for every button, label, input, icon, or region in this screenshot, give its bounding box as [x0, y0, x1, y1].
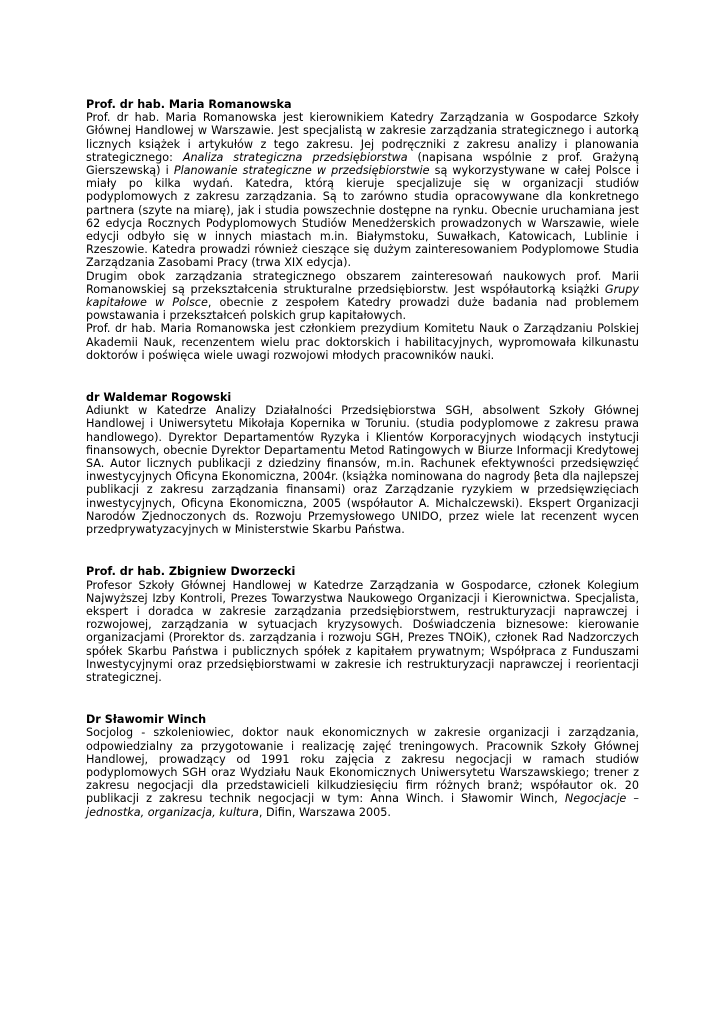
- bio-paragraph: [86, 322, 639, 362]
- paragraph-text: Prof. dr hab. Maria Romanowska jest kierownikiem Katedry Zarządzania w Gospodarce Szkoły Głównej Handlowej w Warszawie. Jest specjalistą w zakresie zarządzania strategicznego i autorką licznych książek i artykułów z tego zakresu. Jej podręczniki z zakresu analizy i planowania strategicznego:: [86, 111, 639, 164]
- paragraph-text: Adiunkt w Katedrze Analizy Działalności Przedsiębiorstwa SGH, absolwent Szkoły Głównej Handlowej i Uniwersytetu Mikołaja Kopernika w Toruniu. (studia podyplomowe z zakresu prawa handlowego). Dyrektor Departamentów Ryzyka i Klientów Korporacyjnych wiodących instytucji finansowych, obecnie Dyrektor Departamentu Metod Ratingowych w Biurze Informacji Kredytowej SA. Autor licznych publikacji z dziedziny finansów, m.in. Rachunek efektywności przedsięwzięć inwestycyjnych Oficyna Ekonomiczna, 2004r. (książka nominowana do nagrody βeta dla najlepszej publikacji z zakresu zarządzania finansami) oraz Zarządzanie ryzykiem w przedsięwzięciach inwestycyjnych, Oficyna Ekonomiczna, 2005 (współautor A. Michalczewski). Ekspert Organizacji Narodów Zjednoczonych ds. Rozwoju Przemysłowego UNIDO, przez wiele lat recenzent wycen przedprywatyzacyjnych w Ministerstwie Skarbu Państwa.: [86, 404, 639, 537]
- paragraph-text: Prof. dr hab. Maria Romanowska jest członkiem prezydium Komitetu Nauk o Zarządzaniu Polskiej Akademii Nauk, recenzentem wielu prac doktorskich i habilitacyjnych, wypromowała kilkunastu doktorów i poświęca wiele uwagi rozwojowi młodych pracowników nauki.: [86, 322, 639, 362]
- italic-title-text: Grupy kapitałowe w Polsce: [86, 282, 639, 310]
- bio-paragraph: [86, 404, 639, 536]
- bio-heading: dr Waldemar Rogowski: [86, 391, 232, 405]
- bio-heading: Prof. dr hab. Maria Romanowska: [86, 98, 292, 111]
- paragraph-text: , Difin, Warszawa 2005.: [258, 805, 391, 819]
- document-page: [86, 98, 639, 819]
- section-spacer: [86, 684, 639, 713]
- bio-paragraph: [86, 270, 639, 323]
- italic-title-text: Negocjacje – jednostka, organizacja, kultura: [86, 792, 639, 819]
- paragraph-text: (napisana wspólnie z prof. Grażyną Gierszewską) i: [86, 150, 639, 178]
- paragraph-text: są wykorzystywane w całej Polsce i miały po kilka wydań. Katedra, którą kieruje specjalizuje się w organizacji studiów podyplomowych z zakresu zarządzania. Są to zarówno studia opracowywane dla konkretnego partnera (szyte na miarę), jak i studia powszechnie dostępne na rynku. Obecnie uruchamiana jest 62 edycja Rocznych Podyplomowych Studiów Menedżerskich prowadzonych w Warszawie, wiele edycji odbyło się w innych miastach m.in. Białymstoku, Suwałkach, Katowicach, Lublinie i Rzeszowie. Katedra prowadzi również cieszące się dużym zainteresowaniem Podyplomowe Studia Zarządzania Zasobami Pracy (trwa XIX edycja).: [86, 164, 639, 270]
- bio-paragraph: [86, 726, 639, 818]
- italic-title-text: Analiza strategiczna przedsiębiorstwa: [182, 150, 408, 164]
- bio-section: [86, 565, 639, 684]
- bio-section: [86, 391, 639, 536]
- section-spacer: [86, 362, 639, 391]
- bio-paragraph: [86, 111, 639, 269]
- bio-paragraph: [86, 579, 639, 685]
- bio-section: [86, 98, 639, 362]
- paragraph-text: Socjolog - szkoleniowiec, doktor nauk ekonomicznych w zakresie organizacji i zarządzania, odpowiedzialny za przygotowanie i realizację zajęć treningowych. Pracownik Szkoły Głównej Handlowej, prowadzący od 1991 roku zajęcia z zakresu negocjacji w ramach studiów podyplomowych SGH oraz Wydziału Nauk Ekonomicznych Uniwersytetu Warszawskiego; trener z zakresu negocjacji dla przedstawicieli kilkudziesięciu firm różnych branż; współautor ok. 20 publikacji z zakresu technik negocjacji w tym: Anna Winch. i Sławomir Winch,: [86, 726, 639, 806]
- bio-section: [86, 713, 639, 819]
- section-spacer: [86, 536, 639, 565]
- paragraph-text: Profesor Szkoły Głównej Handlowej w Katedrze Zarządzania w Gospodarce, członek Kolegium Najwyższej Izby Kontroli, Prezes Towarzystwa Naukowego Organizacji i Kierownictwa. Specjalista, ekspert i doradca w zakresie zarządzania przedsiębiorstwem, restrukturyzacji naprawczej i rozwojowej, zarządzania w sytuacjach kryzysowych. Doświadczenia biznesowe: kierowanie organizacjami (Prorektor ds. zarządzania i rozwoju SGH, Prezes TNOiK), członek Rad Nadzorczych spółek Skarbu Państwa i publicznych spółek z kapitałem prywatnym; Współpraca z Funduszami Inwestycyjnymi oraz przedsiębiorstwami w zakresie ich restrukturyzacji naprawczej i reorientacji strategicznej.: [86, 578, 639, 684]
- paragraph-text: Drugim obok zarządzania strategicznego obszarem zainteresowań naukowych prof. Marii Romanowskiej są przekształcenia strukturalne przedsiębiorstw. Jest współautorką książki: [86, 269, 639, 296]
- italic-title-text: Planowanie strategiczne w przedsiębiorstwie: [173, 164, 430, 178]
- bio-heading: Prof. dr hab. Zbigniew Dworzecki: [86, 565, 296, 579]
- paragraph-text: , obecnie z zespołem Katedry prowadzi duże badania nad problemem powstawania i przekształceń polskich grup kapitałowych.: [86, 296, 640, 323]
- bio-heading: Dr Sławomir Winch: [86, 713, 207, 727]
